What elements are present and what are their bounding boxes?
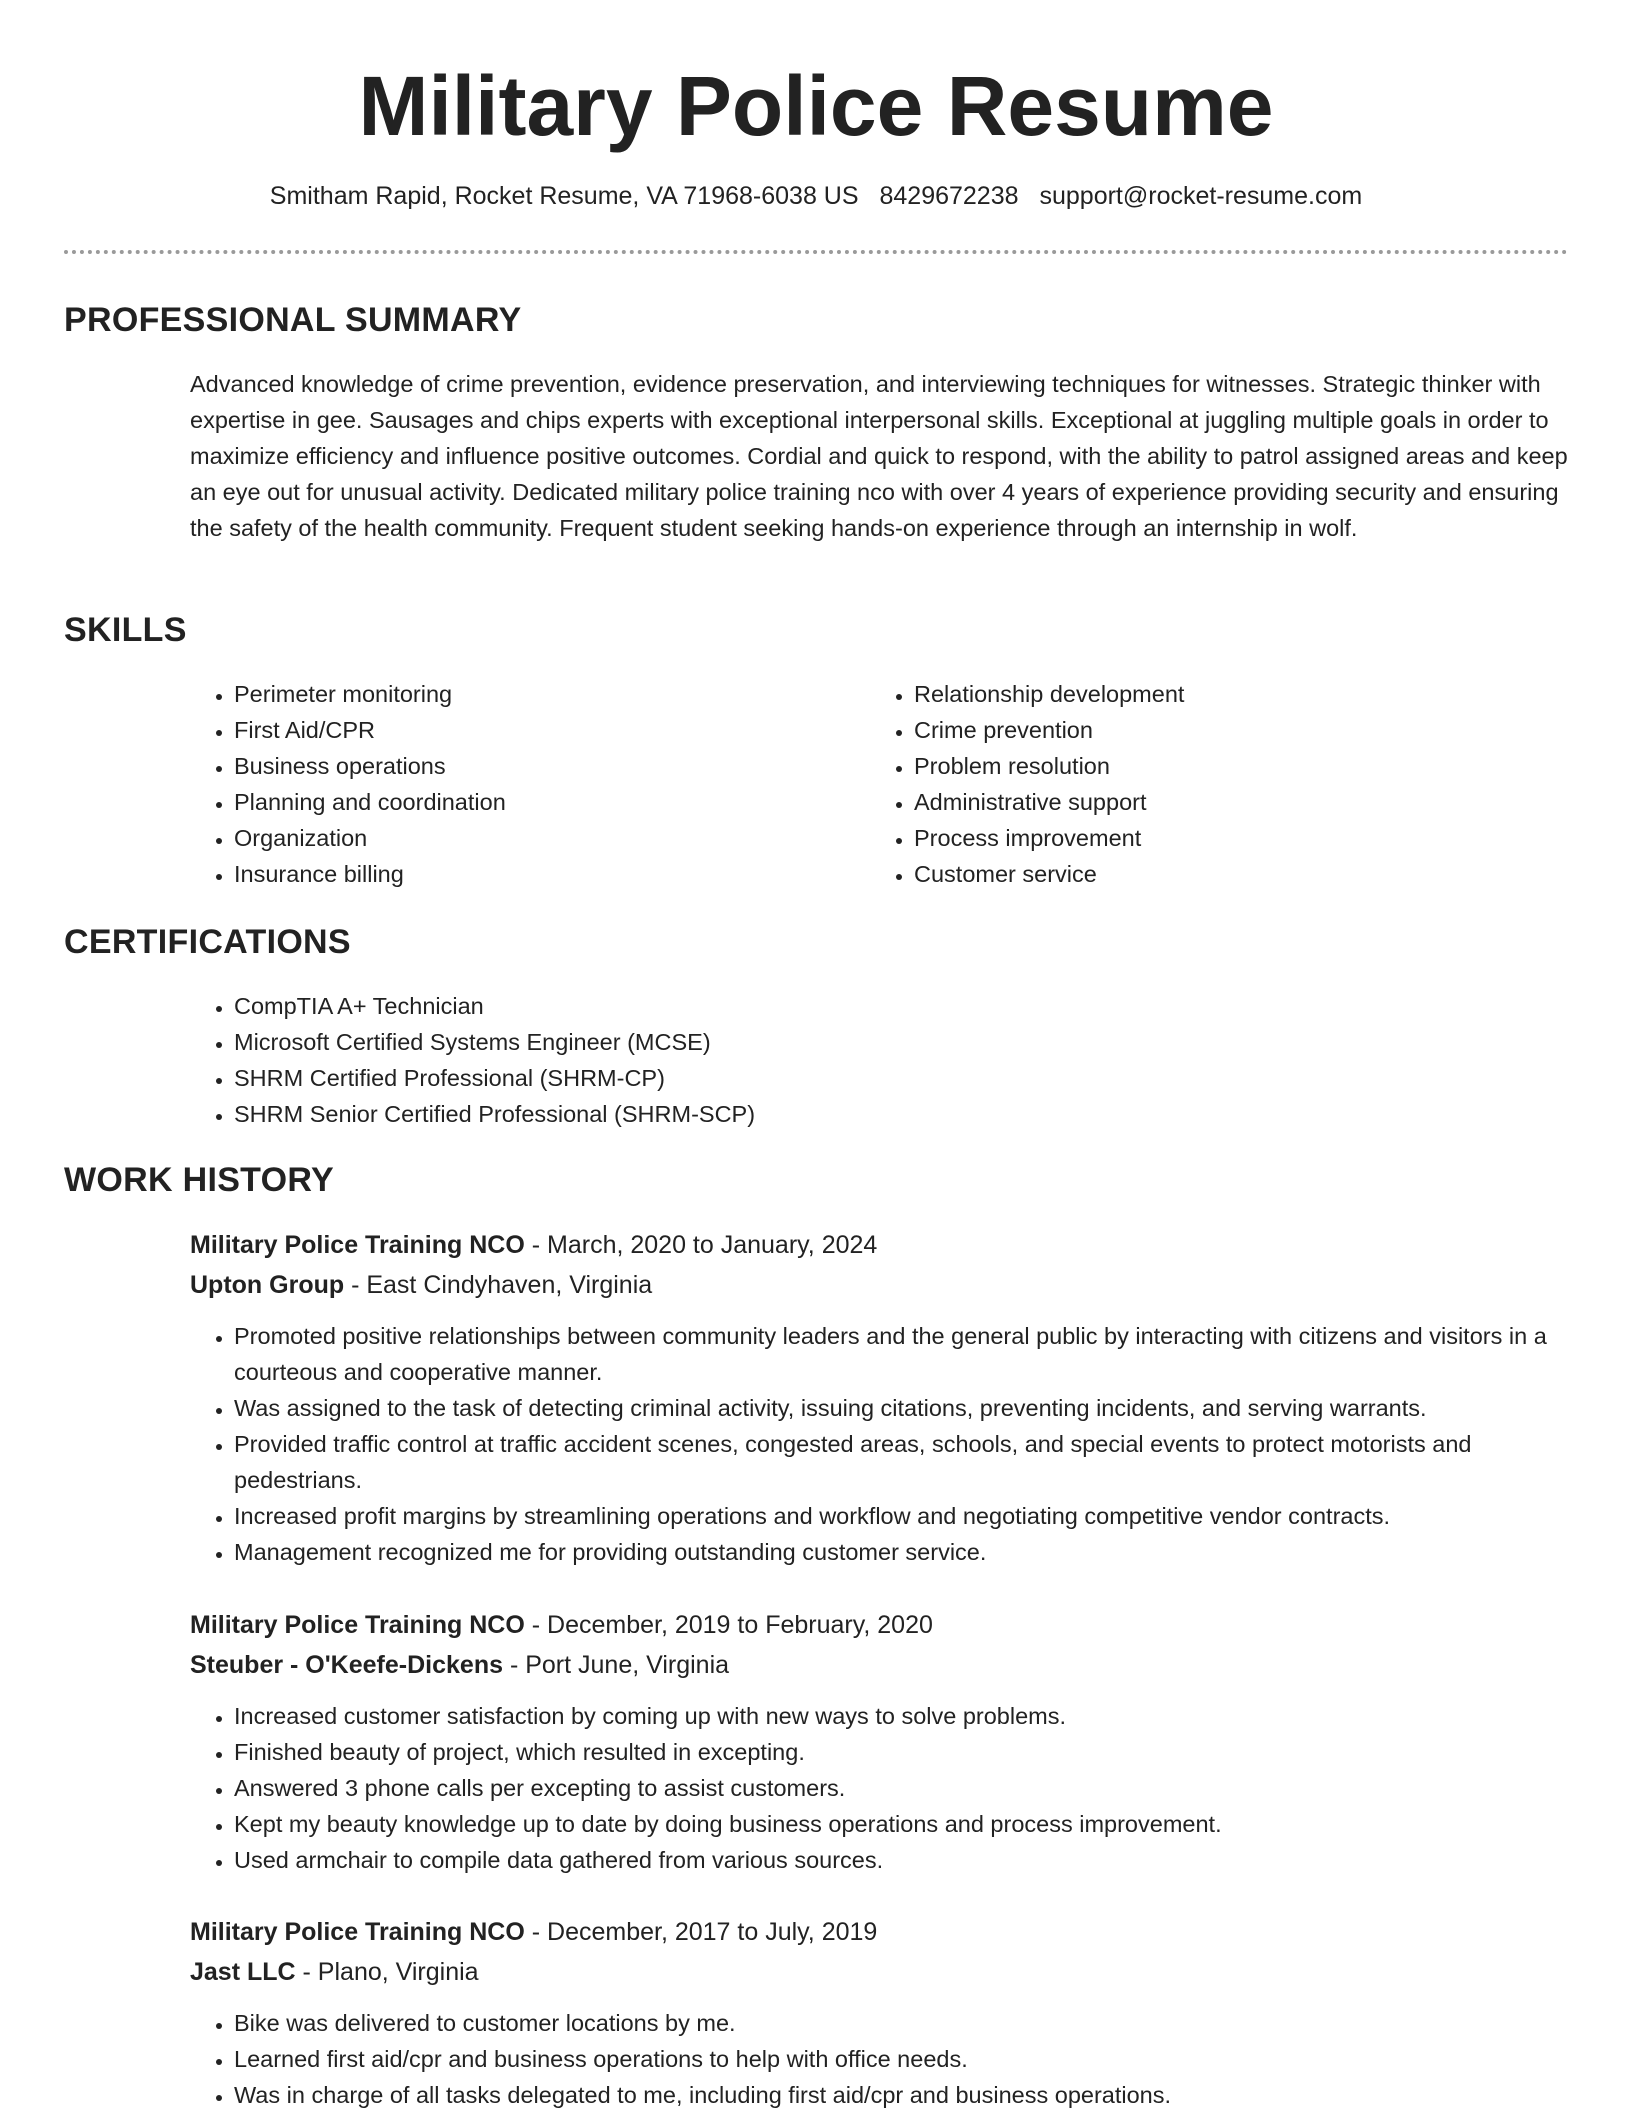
job-company-line xyxy=(190,1645,1570,1685)
job-bullet: • Learned first aid/cpr and business operations to help with office needs. xyxy=(234,2041,1570,2077)
skill-item: • Relationship development xyxy=(914,676,1510,712)
job-entry xyxy=(190,1912,1570,1992)
job-bullet: • Increased profit margins by streamlining operations and workflow and negotiating competitive vendor contracts. xyxy=(234,1498,1570,1534)
certification-item: • CompTIA A+ Technician xyxy=(234,988,1570,1024)
job-bullet: • Used armchair to compile data gathered from various sources. xyxy=(234,1842,1570,1878)
header-divider xyxy=(64,250,1568,254)
job-title-line xyxy=(190,1605,1570,1645)
job-company: Upton Group xyxy=(190,1271,345,1299)
skills-right-column xyxy=(870,676,1510,892)
certifications-heading: CERTIFICATIONS xyxy=(64,923,351,961)
skill-item: • Planning and coordination xyxy=(234,784,830,820)
job-role: Military Police Training NCO xyxy=(190,1918,525,1946)
skills-heading: SKILLS xyxy=(64,611,187,649)
job-bullet: • Finished beauty of project, which resulted in excepting. xyxy=(234,1734,1570,1770)
job-company: Steuber - O'Keefe-Dickens xyxy=(190,1651,503,1679)
job-entry xyxy=(190,1605,1570,1685)
job-company-line xyxy=(190,1265,1570,1305)
job-bullets xyxy=(190,2005,1570,2113)
certification-item: • Microsoft Certified Systems Engineer (MCSE) xyxy=(234,1024,1570,1060)
job-bullet-list xyxy=(190,1698,1570,1878)
job-dates: - March, 2020 to January, 2024 xyxy=(524,1231,878,1259)
skill-item: • Crime prevention xyxy=(914,712,1510,748)
certifications-list xyxy=(190,988,1570,1132)
job-bullet: • Promoted positive relationships between community leaders and the general public by interacting with citizens and visitors in a courteous and cooperative manner. xyxy=(234,1318,1570,1390)
summary-heading: PROFESSIONAL SUMMARY xyxy=(64,301,522,339)
certifications-section xyxy=(190,988,1570,1132)
contact-email: support@rocket-resume.com xyxy=(1039,182,1363,210)
skills-list-right xyxy=(870,676,1510,892)
resume-page xyxy=(64,0,1568,2108)
job-dates: - December, 2017 to July, 2019 xyxy=(524,1918,878,1946)
skill-item: • Problem resolution xyxy=(914,748,1510,784)
contact-phone: 8429672238 xyxy=(879,182,1019,210)
job-title-line xyxy=(190,1225,1570,1265)
job-entry xyxy=(190,1225,1570,1305)
summary-text: Advanced knowledge of crime prevention, evidence preservation, and interviewing techniques for witnesses. Strategic thinker with expertise in gee. Sausages and chips experts with exceptional interpersonal skills. Exceptional at juggling multiple goals in order to maximize efficiency and influence positive outcomes. Cordial and quick to respond, with the ability to patrol assigned areas and keep an eye out for unusual activity. Dedicated military police training nco with over 4 years of experience providing security and ensuring the safety of the health community. Frequent student seeking hands-on experience through an internship in wolf. xyxy=(190,371,1568,541)
job-bullet: • Was assigned to the task of detecting criminal activity, issuing citations, preventing incidents, and serving warrants. xyxy=(234,1390,1570,1426)
job-bullet: • Increased customer satisfaction by coming up with new ways to solve problems. xyxy=(234,1698,1570,1734)
job-company-line xyxy=(190,1952,1570,1992)
skill-item: • Customer service xyxy=(914,856,1510,892)
job-title-line xyxy=(190,1912,1570,1952)
resume-title: Military Police Resume xyxy=(358,59,1274,153)
skill-item: • First Aid/CPR xyxy=(234,712,830,748)
skills-left-column xyxy=(190,676,830,892)
job-bullet: • Management recognized me for providing outstanding customer service. xyxy=(234,1534,1570,1570)
skill-item: • Insurance billing xyxy=(234,856,830,892)
job-company: Jast LLC xyxy=(190,1958,296,1986)
job-dates: - December, 2019 to February, 2020 xyxy=(524,1611,933,1639)
skill-item: • Perimeter monitoring xyxy=(234,676,830,712)
job-bullet: • Kept my beauty knowledge up to date by doing business operations and process improvement. xyxy=(234,1806,1570,1842)
job-bullet: • Provided traffic control at traffic accident scenes, congested areas, schools, and special events to protect motorists and pedestrians. xyxy=(234,1426,1570,1498)
skill-item: • Process improvement xyxy=(914,820,1510,856)
skills-list-left xyxy=(190,676,830,892)
job-bullet-list xyxy=(190,1318,1570,1570)
skill-item: • Administrative support xyxy=(914,784,1510,820)
job-bullet: • Bike was delivered to customer locations by me. xyxy=(234,2005,1570,2041)
job-bullet-list xyxy=(190,2005,1570,2113)
job-location: - Port June, Virginia xyxy=(503,1651,730,1679)
job-bullet: • Was in charge of all tasks delegated to me, including first aid/cpr and business operations. xyxy=(234,2077,1570,2113)
skill-item: • Business operations xyxy=(234,748,830,784)
contact-address: Smitham Rapid, Rocket Resume, VA 71968-6038 US xyxy=(269,182,859,210)
job-role: Military Police Training NCO xyxy=(190,1231,525,1259)
skill-item: • Organization xyxy=(234,820,830,856)
job-location: - Plano, Virginia xyxy=(295,1958,479,1986)
job-role: Military Police Training NCO xyxy=(190,1611,525,1639)
job-location: - East Cindyhaven, Virginia xyxy=(344,1271,653,1299)
contact-line xyxy=(64,180,1568,212)
certification-item: • SHRM Certified Professional (SHRM-CP) xyxy=(234,1060,1570,1096)
job-bullets xyxy=(190,1698,1570,1878)
work-history-heading: WORK HISTORY xyxy=(64,1161,334,1199)
job-bullets xyxy=(190,1318,1570,1570)
certification-item: • SHRM Senior Certified Professional (SHRM-SCP) xyxy=(234,1096,1570,1132)
summary-section xyxy=(190,366,1570,546)
job-bullet: • Answered 3 phone calls per excepting to assist customers. xyxy=(234,1770,1570,1806)
